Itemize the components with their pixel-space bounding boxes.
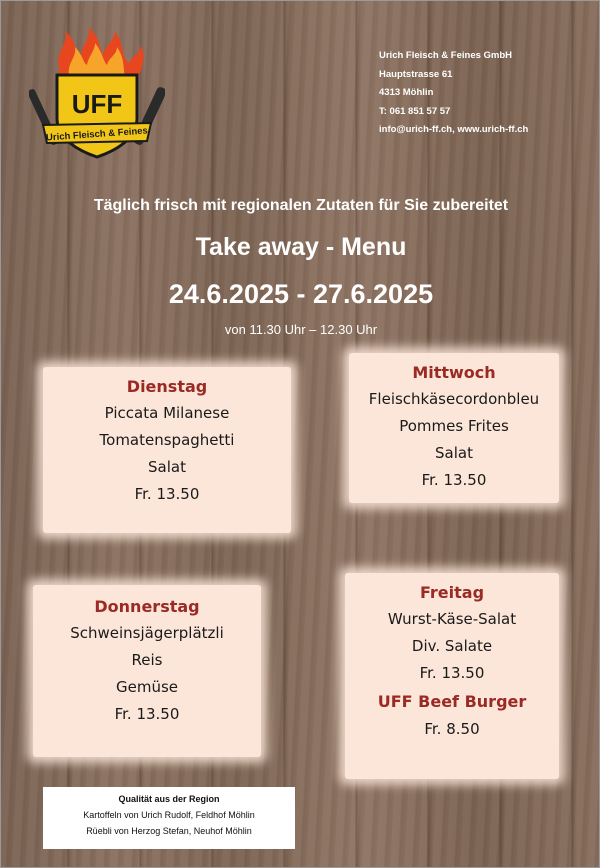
company-address: [379, 47, 528, 140]
menu-item: Gemüse: [115, 678, 178, 696]
menu-item: Wurst-Käse-Salat: [387, 610, 517, 628]
menu-item: Tomatenspaghetti: [99, 431, 235, 449]
uff-logo: [29, 27, 165, 161]
quality-title: Qualität aus der Region: [118, 794, 220, 804]
menu-item: Salat: [148, 458, 186, 476]
menu-card-mittwoch: [349, 353, 559, 503]
tagline: Täglich frisch mit regionalen Zutaten für Sie zubereitet: [93, 197, 509, 214]
day-heading: Dienstag: [126, 377, 208, 396]
menu-card-donnerstag: [33, 585, 261, 757]
price: Fr. 13.50: [419, 664, 485, 682]
date-range: 24.6.2025 - 27.6.2025: [168, 279, 434, 309]
serving-time: von 11.30 Uhr – 12.30 Uhr: [224, 322, 378, 337]
menu-item: Pommes Frites: [399, 417, 509, 435]
company-name: Urich Fleisch & Feines GmbH: [379, 50, 513, 61]
day-heading: Mittwoch: [412, 363, 496, 382]
day-heading: Freitag: [419, 583, 485, 602]
logo-ribbon-text: Urich Fleisch & Feines: [45, 125, 149, 144]
street: Hauptstrasse 61: [379, 68, 453, 80]
price: Fr. 13.50: [114, 705, 180, 723]
special-price: Fr. 8.50: [424, 720, 480, 738]
menu-card-dienstag: [43, 367, 291, 533]
price: Fr. 13.50: [134, 485, 200, 503]
special-heading: UFF Beef Burger: [377, 692, 527, 711]
menu-item: Salat: [435, 444, 473, 462]
menu-item: Fleischkäsecordonbleu: [368, 390, 540, 408]
quality-note: [43, 787, 295, 849]
menu-title: Take away - Menu: [195, 233, 407, 261]
phone: T: 061 851 57 57: [379, 105, 451, 117]
quality-line: Kartoffeln von Urich Rudolf, Feldhof Möhlin: [83, 810, 255, 820]
menu-item: Piccata Milanese: [104, 404, 230, 422]
city: 4313 Möhlin: [379, 87, 434, 98]
quality-line: Rüebli von Herzog Stefan, Neuhof Möhlin: [86, 826, 252, 836]
menu-item: Reis: [131, 651, 163, 669]
menu-item: Schweinsjägerplätzli: [70, 624, 224, 642]
price: Fr. 13.50: [421, 471, 487, 489]
email-website: info@urich-ff.ch, www.urich-ff.ch: [379, 124, 529, 135]
menu-item: Div. Salate: [411, 637, 493, 655]
day-heading: Donnerstag: [94, 597, 200, 616]
menu-card-freitag: [345, 573, 559, 779]
logo-text: UFF: [71, 89, 123, 119]
